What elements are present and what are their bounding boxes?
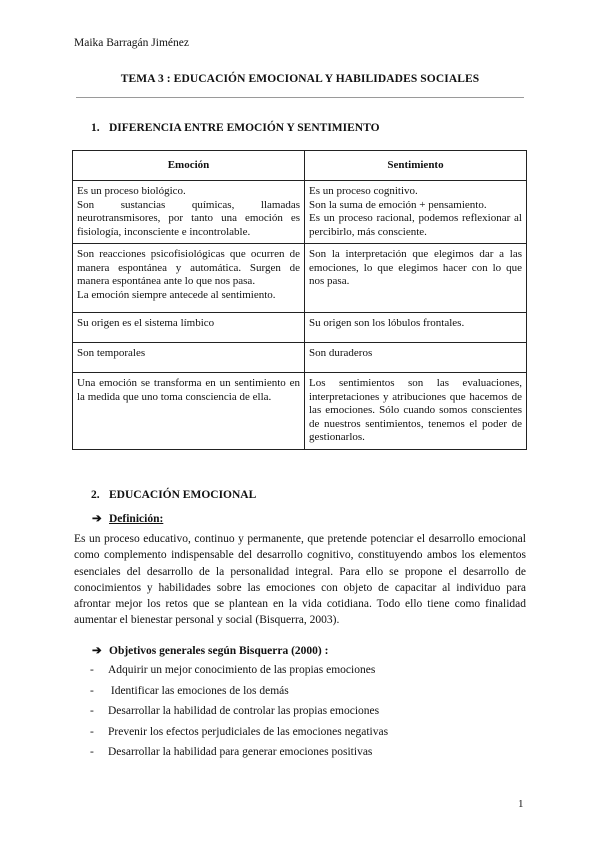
arrow-right-icon: ➔: [92, 645, 102, 657]
cell-line: Es un proceso biológico.: [77, 185, 186, 197]
dash-bullet-icon: -: [90, 684, 94, 697]
section-2-number: 2.: [91, 489, 100, 501]
list-item: [90, 744, 520, 765]
list-item: [90, 724, 520, 745]
list-item-text: Identificar las emociones de los demás: [108, 684, 289, 697]
cell-line: La emoción siempre antecede al sentimiento.: [77, 288, 276, 301]
list-item-text: Desarrollar la habilidad para generar emociones positivas: [108, 746, 373, 759]
dash-bullet-icon: -: [90, 725, 94, 738]
objectives-list: [90, 662, 520, 765]
section-1-number: 1.: [91, 122, 100, 134]
section-1-title: DIFERENCIA ENTRE EMOCIÓN Y SENTIMIENTO: [109, 122, 380, 134]
table-cell-emocion: [73, 181, 305, 244]
cell-line: Son temporales: [77, 347, 146, 359]
page-title: TEMA 3 : EDUCACIÓN EMOCIONAL Y HABILIDADES SOCIALES: [120, 73, 480, 85]
section-2-title: EDUCACIÓN EMOCIONAL: [109, 489, 257, 501]
cell-line: Son sustancias químicas, llamadas neurotransmisores, por tanto una emoción es fisiología, inconsciente e incontrolable.: [77, 198, 300, 238]
header-sentimiento: Sentimiento: [305, 151, 527, 181]
table-row: [73, 343, 527, 373]
table-cell-emocion: [73, 373, 305, 450]
table-cell-sentimiento: [305, 181, 527, 244]
list-item: [90, 703, 520, 724]
cell-line: Los sentimientos son las evaluaciones, interpretaciones y atribuciones que hacemos de las emociones. Sólo cuando somos conscientes de nuestros sentimientos, tenemos el poder de gestionarlos.: [309, 377, 522, 443]
objectives-label: Objetivos generales según Bisquerra (2000) :: [109, 645, 329, 657]
table-row: [73, 313, 527, 343]
table-cell-emocion: [73, 343, 305, 373]
section-1-heading: [91, 122, 380, 134]
table-header-row: [73, 151, 527, 181]
table-row: [73, 373, 527, 450]
dash-bullet-icon: -: [90, 705, 94, 718]
table-row: [73, 181, 527, 244]
dash-bullet-icon: -: [90, 664, 94, 676]
table-cell-sentimiento: [305, 313, 527, 343]
objectives-subheading: [92, 643, 328, 657]
cell-line: Es un proceso racional, podemos reflexionar al percibirlo, más consciente.: [309, 212, 522, 238]
list-item-text: Adquirir un mejor conocimiento de las propias emociones: [108, 664, 376, 676]
page-number: 1: [518, 798, 524, 810]
dash-bullet-icon: -: [90, 746, 94, 759]
cell-line: Son duraderos: [309, 347, 373, 359]
definition-label: Definición:: [109, 513, 164, 525]
header-emocion: Emoción: [73, 151, 305, 181]
cell-line: Son la suma de emoción + pensamiento.: [309, 198, 487, 211]
cell-line: Su origen son los lóbulos frontales.: [309, 317, 465, 329]
list-item-text: Desarrollar la habilidad de controlar las propias emociones: [108, 705, 380, 718]
cell-line: Son la interpretación que elegimos dar a las emociones, lo que elegimos hacer con lo que nos pasa.: [309, 248, 522, 287]
table-cell-sentimiento: [305, 373, 527, 450]
section-2-heading: [91, 489, 256, 501]
table-cell-sentimiento: [305, 343, 527, 373]
cell-line: Son reacciones psicofisiológicas que ocurren de manera espontánea y automática. Surgen de manera espontánea ante lo que nos pasa.: [77, 248, 300, 287]
table-row: [73, 244, 527, 313]
table-cell-emocion: [73, 244, 305, 313]
comparison-table: [72, 150, 527, 450]
table-cell-emocion: [73, 313, 305, 343]
list-item: [90, 662, 520, 683]
definition-paragraph: Es un proceso educativo, continuo y permanente, que pretende potenciar el desarrollo emocional como complemento indispensable del desarrollo cognitivo, constituyendo ambos los elementos esenciales del desarrollo de la personalidad integral. Para ello se propone el desarrollo de conocimientos y habilidades sobre las emociones con objeto de capacitar al individuo para afrontar mejor los retos que se plantean en la vida cotidiana. Todo ello tiene como finalidad aumentar el bienestar personal y social (Bisquerra, 2003).: [74, 533, 526, 627]
definition-subheading: [92, 511, 163, 525]
cell-line: Su origen es el sistema límbico: [77, 317, 215, 329]
cell-line: Es un proceso cognitivo.: [309, 185, 418, 197]
list-item-text: Prevenir los efectos perjudiciales de las emociones negativas: [108, 725, 389, 738]
list-item: [90, 683, 520, 704]
arrow-right-icon: ➔: [92, 513, 102, 525]
author-name: Maika Barragán Jiménez: [74, 37, 189, 49]
table-cell-sentimiento: [305, 244, 527, 313]
title-divider: [76, 97, 524, 98]
cell-line: Una emoción se transforma en un sentimiento en la medida que uno toma consciencia de ella.: [77, 377, 300, 403]
